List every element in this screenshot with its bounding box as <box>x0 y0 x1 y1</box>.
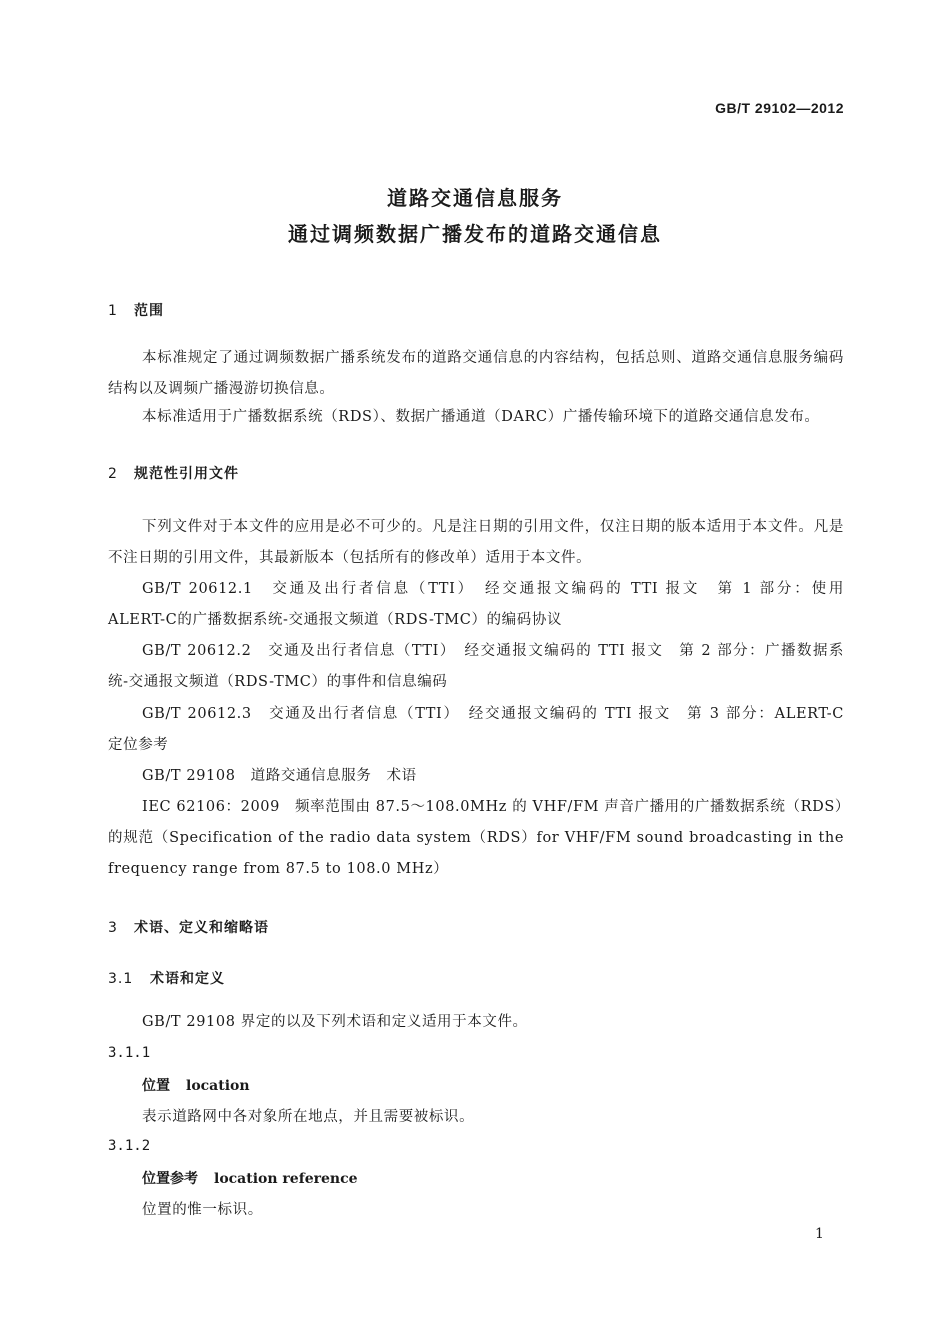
section-1-heading <box>108 300 164 320</box>
section-1-paragraph-2: 本标准适用于广播数据系统（RDS）、数据广播通道（DARC）广播传输环境下的道路交通信息发布。 <box>142 409 820 425</box>
document-title-line2: 通过调频数据广播发布的道路交通信息 <box>288 222 662 246</box>
section-3-heading <box>108 917 269 937</box>
normative-reference <box>108 574 844 636</box>
term-heading <box>142 1075 250 1095</box>
section-title: 范围 <box>134 303 164 319</box>
reference-line: 定位参考 <box>108 737 169 753</box>
term-definition: 表示道路网中各对象所在地点，并且需要被标识。 <box>142 1109 475 1125</box>
subsection-number: 3.1 <box>108 971 134 987</box>
normative-reference <box>108 761 844 792</box>
subsection-3-1-intro: GB/T 29108 界定的以及下列术语和定义适用于本文件。 <box>142 1014 528 1030</box>
section-number: 1 <box>108 303 118 319</box>
term-en: location <box>186 1078 250 1094</box>
section-title: 规范性引用文件 <box>134 466 239 482</box>
term-number: 3.1.1 <box>108 1045 151 1061</box>
term-number: 3.1.2 <box>108 1138 151 1154</box>
reference-line: IEC 62106：2009 频率范围由 87.5～108.0MHz 的 VHF/FM 声音广播用的广播数据系统（RDS） <box>142 799 850 815</box>
subsection-3-1-heading <box>108 968 225 988</box>
reference-line: GB/T 20612.1 交通及出行者信息（TTI） 经交通报文编码的 TTI 报文 第 1 部分：使用 <box>142 581 844 597</box>
reference-line: ALERT-C的广播数据系统-交通报文频道（RDS-TMC）的编码协议 <box>108 612 563 628</box>
term-zh: 位置 <box>142 1078 170 1094</box>
reference-line: GB/T 20612.3 交通及出行者信息（TTI） 经交通报文编码的 TTI 报文 第 3 部分：ALERT-C <box>142 706 844 722</box>
term-en: location reference <box>214 1171 358 1187</box>
reference-line: 的规范（Specification of the radio data system（RDS）for VHF/FM sound broadcasting in the <box>108 830 844 846</box>
term-zh: 位置参考 <box>142 1171 198 1187</box>
section-1-paragraph-1: 本标准规定了通过调频数据广播系统发布的道路交通信息的内容结构，包括总则、道路交通信息服务编码结构以及调频广播漫游切换信息。 <box>108 350 844 397</box>
reference-line: 统-交通报文频道（RDS-TMC）的事件和信息编码 <box>108 674 448 690</box>
reference-line: GB/T 20612.2 交通及出行者信息（TTI） 经交通报文编码的 TTI 报文 第 2 部分：广播数据系 <box>142 643 844 659</box>
term-heading <box>142 1168 358 1188</box>
section-2-intro: 下列文件对于本文件的应用是必不可少的。凡是注日期的引用文件，仅注日期的版本适用于本文件。凡是不注日期的引用文件，其最新版本（包括所有的修改单）适用于本文件。 <box>108 519 844 566</box>
standard-number: GB/T 29102—2012 <box>715 100 844 116</box>
reference-line: GB/T 29108 道路交通信息服务 术语 <box>142 768 417 784</box>
page-number: 1 <box>815 1226 824 1242</box>
section-number: 2 <box>108 466 118 482</box>
reference-line: frequency range from 87.5 to 108.0 MHz） <box>108 861 449 877</box>
section-title: 术语、定义和缩略语 <box>134 920 269 936</box>
document-title-line1: 道路交通信息服务 <box>387 186 563 210</box>
normative-reference <box>108 636 844 698</box>
normative-reference <box>108 699 844 761</box>
normative-reference <box>108 792 850 885</box>
term-definition: 位置的惟一标识。 <box>142 1202 263 1218</box>
subsection-title: 术语和定义 <box>150 971 225 987</box>
section-2-heading <box>108 463 239 483</box>
section-number: 3 <box>108 920 118 936</box>
